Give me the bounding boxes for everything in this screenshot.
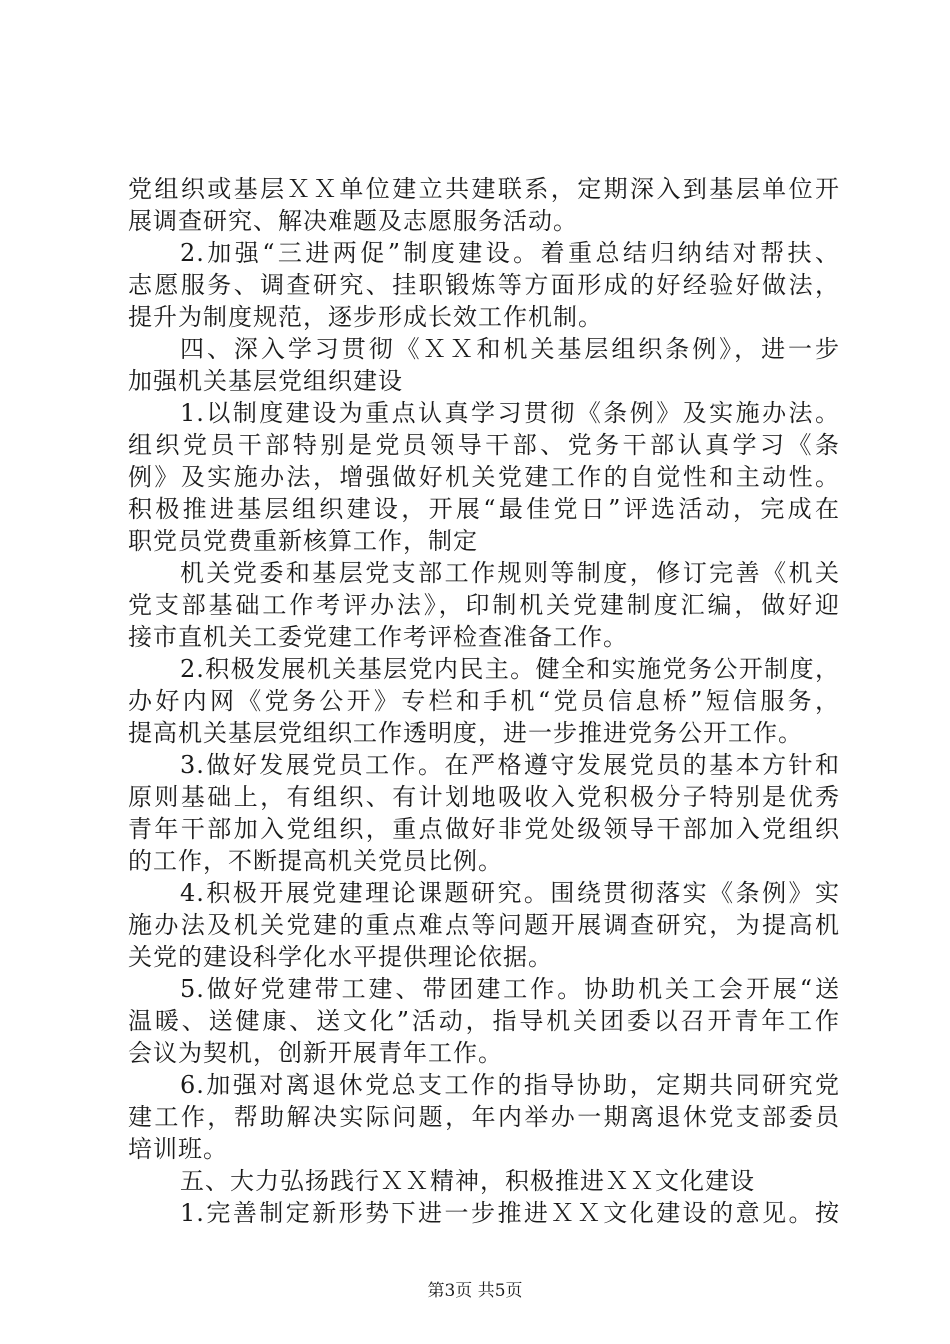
text-line: 4.积极开展党建理论课题研究。围绕贯彻落实《条例》实 bbox=[180, 879, 840, 907]
text-line: 职党员党费重新核算工作，制定 bbox=[128, 527, 478, 555]
text-line: 青年干部加入党组织，重点做好非党处级领导干部加入党组织 bbox=[128, 815, 840, 843]
page-number-footer: 第3页 共5页 bbox=[427, 1281, 523, 1301]
text-line: 温暖、送健康、送文化”活动，指导机关团委以召开青年工作 bbox=[128, 1007, 840, 1035]
text-line: 办好内网《党务公开》专栏和手机“党员信息桥”短信服务， bbox=[128, 687, 840, 715]
text-line: 2.加强“三进两促”制度建设。着重总结归纳结对帮扶、 bbox=[180, 239, 840, 267]
text-line: 积极推进基层组织建设，开展“最佳党日”评选活动，完成在 bbox=[128, 495, 840, 523]
text-line: 1.以制度建设为重点认真学习贯彻《条例》及实施办法。 bbox=[180, 399, 840, 427]
text-line: 关党的建设科学化水平提供理论依据。 bbox=[128, 943, 553, 971]
text-line: 加强机关基层党组织建设 bbox=[128, 367, 403, 395]
text-line: 组织党员干部特别是党员领导干部、党务干部认真学习《条 bbox=[128, 431, 840, 459]
text-line: 3.做好发展党员工作。在严格遵守发展党员的基本方针和 bbox=[180, 751, 840, 779]
text-line: 志愿服务、调查研究、挂职锻炼等方面形成的好经验好做法， bbox=[128, 271, 840, 299]
text-line: 1.完善制定新形势下进一步推进ＸＸ文化建设的意见。按 bbox=[180, 1199, 840, 1227]
text-line: 提升为制度规范，逐步形成长效工作机制。 bbox=[128, 303, 603, 331]
document-body bbox=[128, 173, 840, 1229]
text-line: 党支部基础工作考评办法》，印制机关党建制度汇编，做好迎 bbox=[128, 591, 840, 619]
text-line: 建工作，帮助解决实际问题，年内举办一期离退休党支部委员 bbox=[128, 1103, 840, 1131]
text-line: 接市直机关工委党建工作考评检查准备工作。 bbox=[128, 623, 628, 651]
text-line: 培训班。 bbox=[128, 1135, 228, 1163]
text-line: 机关党委和基层党支部工作规则等制度，修订完善《机关 bbox=[180, 559, 840, 587]
text-line: 6.加强对离退休党总支工作的指导协助，定期共同研究党 bbox=[180, 1071, 840, 1099]
text-line: 5.做好党建带工建、带团建工作。协助机关工会开展“送 bbox=[180, 975, 840, 1003]
text-line: 施办法及机关党建的重点难点等问题开展调查研究，为提高机 bbox=[128, 911, 840, 939]
text-line: 展调查研究、解决难题及志愿服务活动。 bbox=[128, 207, 578, 235]
text-line: 原则基础上，有组织、有计划地吸收入党积极分子特别是优秀 bbox=[128, 783, 840, 811]
text-line: 四、深入学习贯彻《ＸＸ和机关基层组织条例》，进一步 bbox=[180, 335, 840, 363]
text-line: 党组织或基层ＸＸ单位建立共建联系，定期深入到基层单位开 bbox=[128, 175, 840, 203]
text-line: 例》及实施办法，增强做好机关党建工作的自觉性和主动性。 bbox=[128, 463, 840, 491]
text-line: 提高机关基层党组织工作透明度，进一步推进党务公开工作。 bbox=[128, 719, 803, 747]
text-line: 五、大力弘扬践行ＸＸ精神，积极推进ＸＸ文化建设 bbox=[180, 1167, 755, 1195]
text-line: 的工作，不断提高机关党员比例。 bbox=[128, 847, 503, 875]
text-line: 2.积极发展机关基层党内民主。健全和实施党务公开制度， bbox=[180, 655, 840, 683]
text-line: 会议为契机，创新开展青年工作。 bbox=[128, 1039, 503, 1067]
